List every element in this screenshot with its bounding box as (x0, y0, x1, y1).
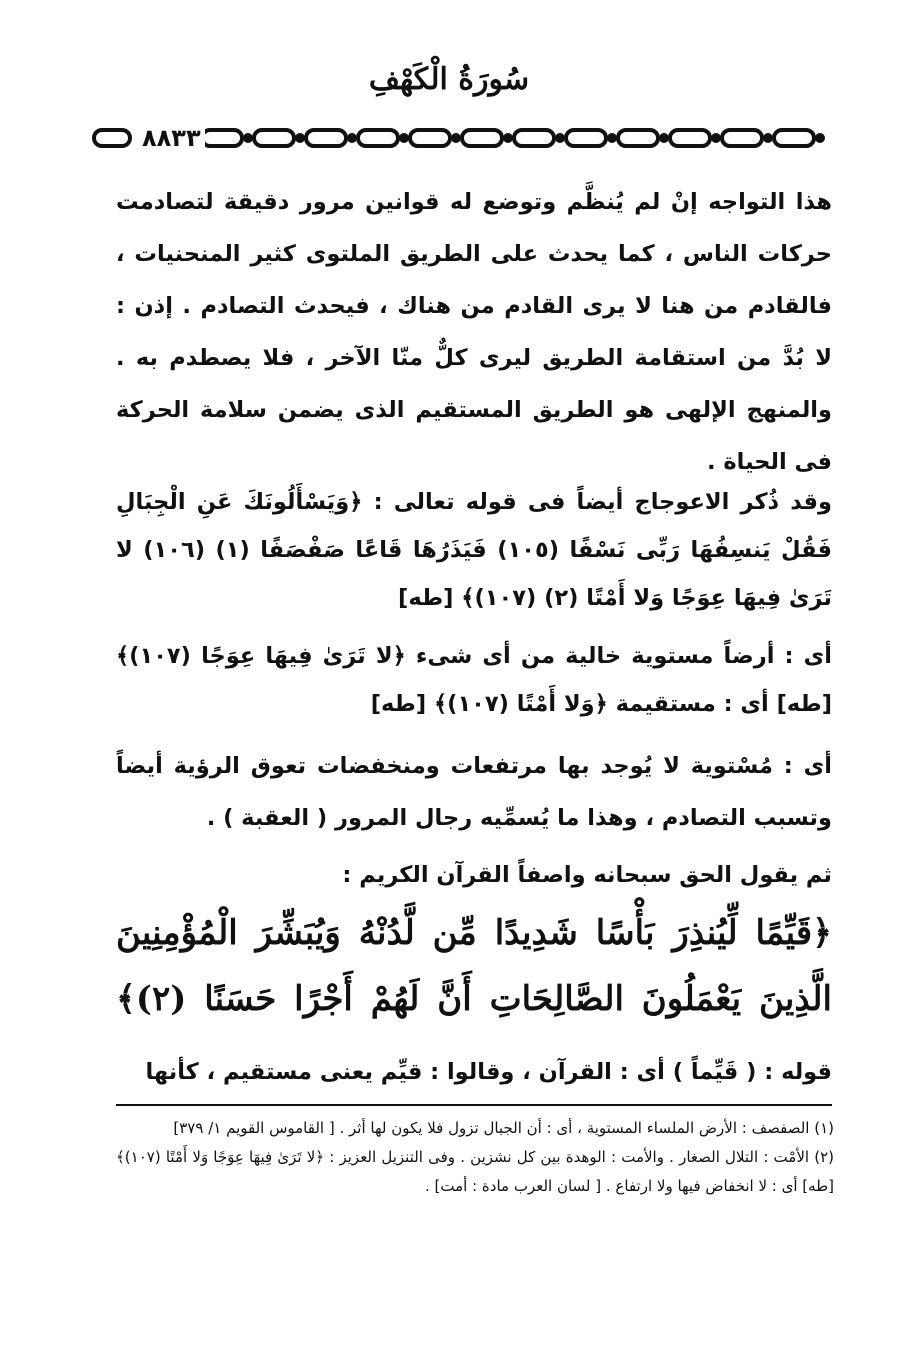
chain-dot (609, 135, 615, 141)
paragraph-explanation-ard: أى : أرضاً مستوية خالية من أى شىء ﴿لا تَرَىٰ فِيهَا عِوَجًا (١٠٧)﴾ [طه] أى : مستقيمة ﴿وَلا أَمْتًا (١٠٧)﴾ [طه] (116, 643, 832, 717)
chain-link (254, 130, 294, 146)
quran-verse: ﴿قَيِّمًا لِّيُنذِرَ بَأْسًا شَدِيدًا مِّن لَّدُنْهُ وَيُبَشِّرَ الْمُؤْمِنِينَ الَّذِينَ يَعْمَلُونَ الصَّالِحَاتِ أَنَّ لَهُمْ أَجْرًا حَسَنًا (٢)﴾ (116, 913, 832, 1019)
ornamental-divider (92, 124, 857, 152)
chain-dot (765, 135, 771, 141)
paragraph-hadha-altawajuh: هذا التواجه إنْ لم يُنظَّم وتوضع له قوانين مرور دقيقة لتصادمت حركات الناس ، كما يحدث على الطريق الملتوى كثير المنحنيات ، فالقادم من هنا لا يرى القادم من هناك ، فيحدث التصادم . إذن : لا بُدَّ من استقامة الطريق ليرى كلٌّ منّا الآخر ، فلا يصطدم به . والمنهج الإلهى هو الطريق المستقيم الذى يضمن سلامة الحركة فى الحياة . (116, 189, 832, 475)
chain-dot (505, 135, 511, 141)
chain-link (358, 130, 398, 146)
footnote-1: (١) الصفصف : الأرض الملساء المستوية ، أى : أن الجبال تزول فلا يكون لها أثر . [ القاموس القويم ١/ ٣٧٩] (173, 1119, 834, 1137)
chain-link (722, 130, 762, 146)
chain-link (514, 130, 554, 146)
footnote-separator (116, 1104, 832, 1106)
chain-link (94, 130, 130, 146)
chain-dot (713, 135, 719, 141)
chain-dot (817, 135, 823, 141)
chain-dot (401, 135, 407, 141)
chain-dot (349, 135, 355, 141)
surah-title: سُورَةُ الْكَهْفِ (368, 62, 530, 97)
chain-dot (661, 135, 667, 141)
chain-link (410, 130, 450, 146)
chain-link (618, 130, 658, 146)
chain-link (306, 130, 346, 146)
paragraph-mustawiya: أى : مُسْتوية لا يُوجد بها مرتفعات ومنخفضات تعوق الرؤية أيضاً وتسبب التصادم ، وهذا ما يُسمِّيه رجال المرور ( العقبة ) . (116, 753, 832, 831)
chain-dot (297, 135, 303, 141)
chain-dot (453, 135, 459, 141)
chain-link (566, 130, 606, 146)
footnotes (116, 1114, 834, 1201)
paragraph-quran-quote-taha: وقد ذُكر الاعوجاج أيضاً فى قوله تعالى : ﴿وَيَسْأَلُونَكَ عَنِ الْجِبَالِ فَقُلْ يَنسِفُهَا رَبِّى نَسْفًا (١٠٥) فَيَذَرُهَا قَاعًا صَفْصَفًا (١) (١٠٦) لا تَرَىٰ فِيهَا عِوَجًا وَلا أَمْتًا (٢) (١٠٧)﴾ [طه] (116, 489, 832, 611)
chain-link (462, 130, 502, 146)
page-number: ٨٨٣٣ (138, 124, 205, 152)
chain-link (202, 130, 242, 146)
footnote-2: (٢) الأمْت : التلال الصغار . والأمت : الوهدة بين كل نشزين . وفى التنزيل العزيز : ﴿لا تَرَىٰ فِيهَا عِوَجًا وَلا أَمْتًا (١٠٧)﴾ [طه] أى : لا انخفاض فيها ولا ارتفاع . [ لسان العرب مادة : أمت] . (116, 1148, 834, 1195)
chain-link (670, 130, 710, 146)
chain-dot (557, 135, 563, 141)
chain-dot (245, 135, 251, 141)
paragraph-thumma-yaqul: ثم يقول الحق سبحانه واصفاً القرآن الكريم : (342, 862, 832, 888)
chain-link (774, 130, 814, 146)
paragraph-qawluhu-qayyiman: قوله : ( قَيِّماً ) أى : القرآن ، وقالوا : قيِّم يعنى مستقيم ، كأنها (145, 1059, 832, 1085)
